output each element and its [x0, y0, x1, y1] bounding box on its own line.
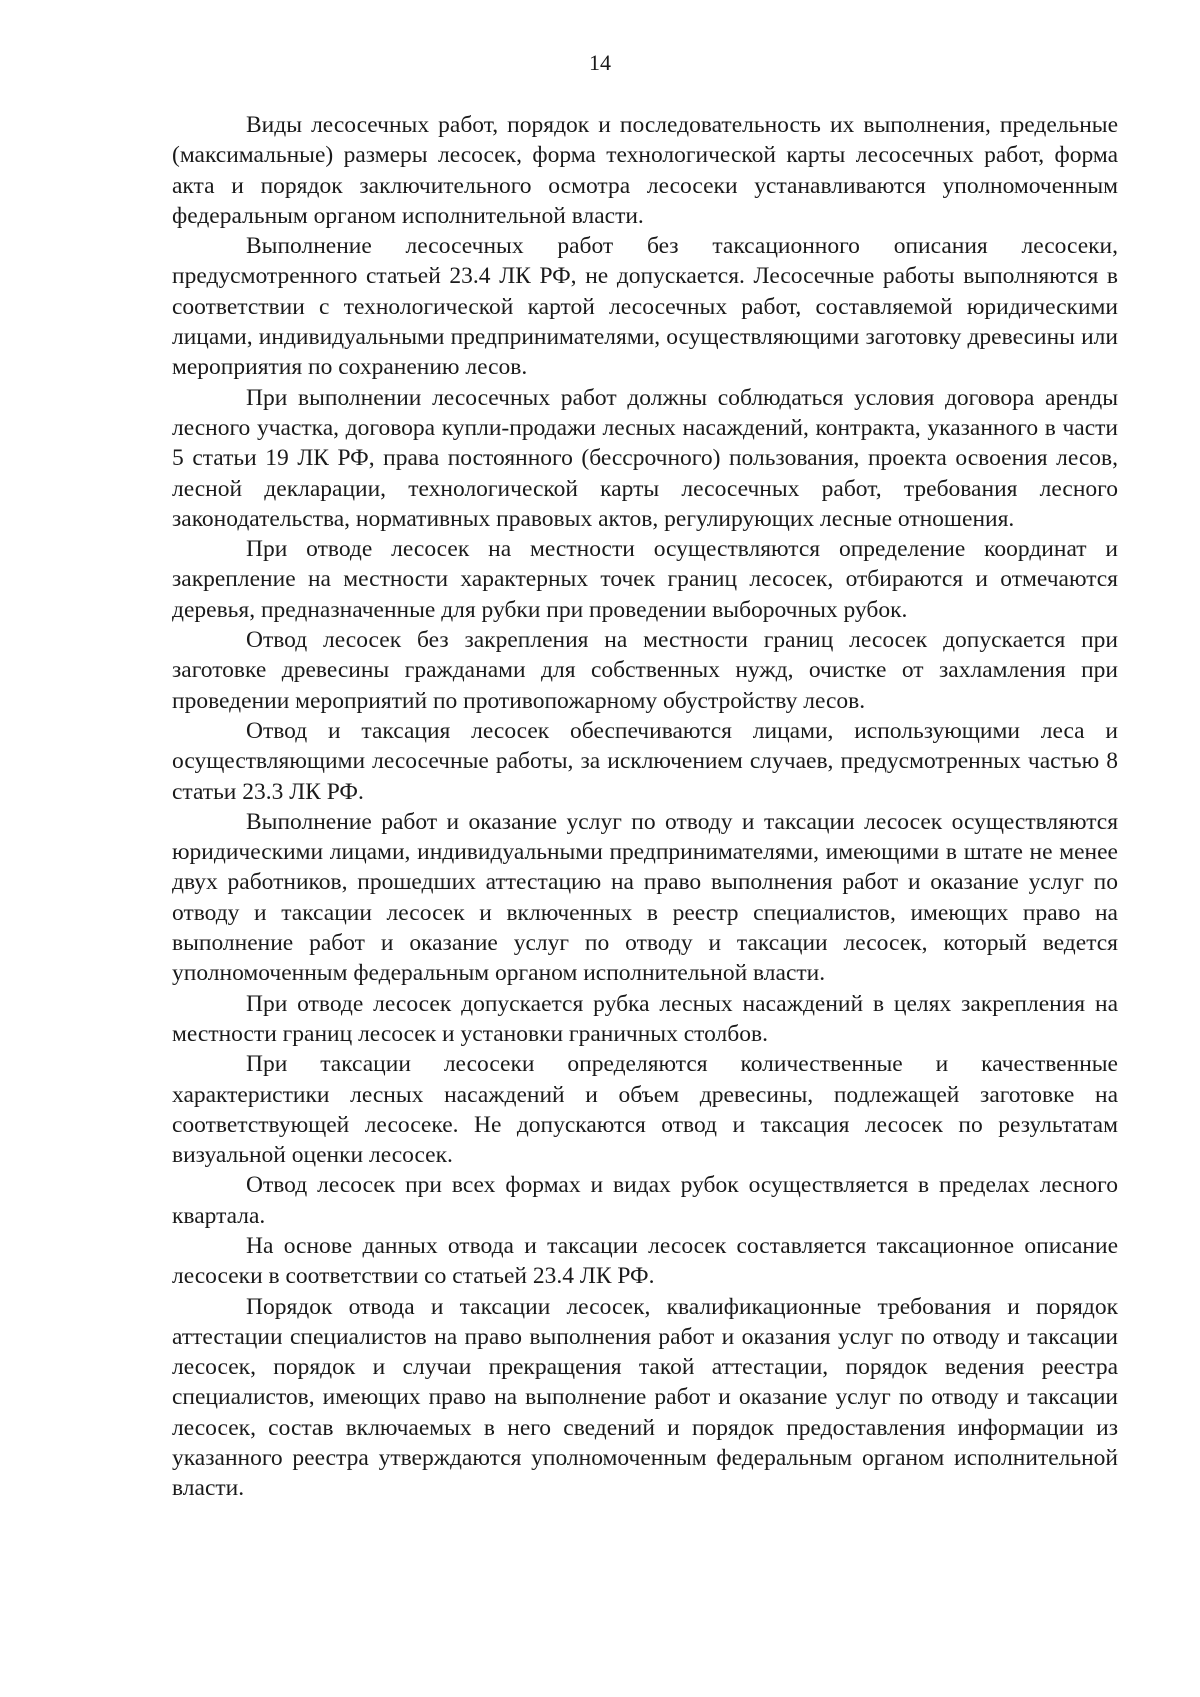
document-body	[172, 110, 1118, 1504]
paragraph-8: При отводе лесосек допускается рубка лесных насаждений в целях закрепления на местности границ лесосек и установки граничных столбов.	[172, 990, 1118, 1047]
paragraph-1: Виды лесосечных работ, порядок и последовательность их выполнения, предельные (максимальные) размеры лесосек, форма технологической карты лесосечных работ, форма акта и порядок заключительного осмотра лесосеки устанавливаются уполномоченным федеральным органом исполнительной власти.	[172, 112, 1118, 229]
paragraph-10: Отвод лесосек при всех формах и видах рубок осуществляется в пределах лесного квартала.	[172, 1172, 1118, 1229]
paragraph-5: Отвод лесосек без закрепления на местности границ лесосек допускается при заготовке древесины гражданами для собственных нужд, очистке от захламления при проведении мероприятий по противопожарному обустройству лесов.	[172, 627, 1118, 714]
page-number: 14	[589, 50, 611, 75]
paragraph-12: Порядок отвода и таксации лесосек, квалификационные требования и порядок аттестации специалистов на право выполнения работ и оказания услуг по отводу и таксации лесосек, порядок и случаи прекращения такой аттестации, порядок ведения реестра специалистов, имеющих право на выполнение работ и оказание услуг по отводу и таксации лесосек, состав включаемых в него сведений и порядок предоставления информации из указанного реестра утверждаются уполномоченным федеральным органом исполнительной власти.	[172, 1293, 1118, 1502]
paragraph-9: При таксации лесосеки определяются количественные и качественные характеристики лесных насаждений и объем древесины, подлежащей заготовке на соответствующей лесосеке. Не допускаются отвод и таксация лесосек по результатам визуальной оценки лесосек.	[172, 1051, 1118, 1169]
paragraph-6: Отвод и таксация лесосек обеспечиваются лицами, использующими леса и осуществляющими лесосечные работы, за исключением случаев, предусмотренных частью 8 статьи 23.3 ЛК РФ.	[172, 717, 1118, 805]
paragraph-2: Выполнение лесосечных работ без таксационного описания лесосеки, предусмотренного статьей 23.4 ЛК РФ, не допускается. Лесосечные работы выполняются в соответствии с технологической картой лесосечных работ, составляемой юридическими лицами, индивидуальными предпринимателями, осуществляющими заготовку древесины или мероприятия по сохранению лесов.	[172, 233, 1118, 381]
paragraph-7: Выполнение работ и оказание услуг по отводу и таксации лесосек осуществляются юридическими лицами, индивидуальными предпринимателями, имеющими в штате не менее двух работников, прошедших аттестацию на право выполнения работ и оказание услуг по отводу и таксации лесосек и включенных в реестр специалистов, имеющих право на выполнение работ и оказание услуг по отводу и таксации лесосек, который ведется уполномоченным федеральным органом исполнительной власти.	[172, 808, 1118, 987]
paragraph-4: При отводе лесосек на местности осуществляются определение координат и закрепление на местности характерных точек границ лесосек, отбираются и отмечаются деревья, предназначенные для рубки при проведении выборочных рубок.	[172, 536, 1118, 623]
paragraph-11: На основе данных отвода и таксации лесосек составляется таксационное описание лесосеки в соответствии со статьей 23.4 ЛК РФ.	[172, 1232, 1118, 1290]
paragraph-3: При выполнении лесосечных работ должны соблюдаться условия договора аренды лесного участка, договора купли-продажи лесных насаждений, контракта, указанного в части 5 статьи 19 ЛК РФ, права постоянного (бессрочного) пользования, проекта освоения лесов, лесной декларации, технологической карты лесосечных работ, требования лесного законодательства, нормативных правовых актов, регулирующих лесные отношения.	[172, 384, 1118, 532]
